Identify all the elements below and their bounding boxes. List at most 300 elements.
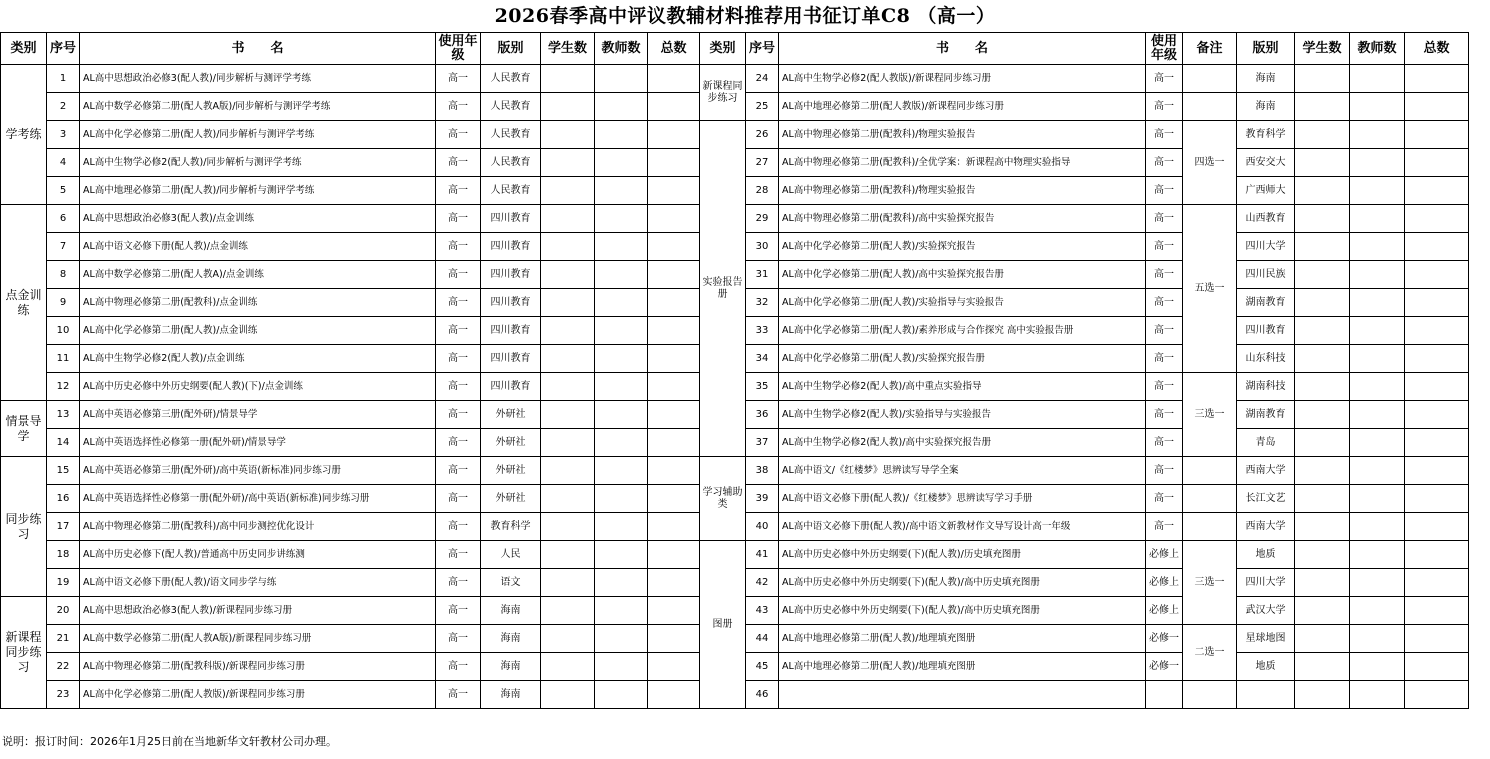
- left-teachers-input[interactable]: [595, 625, 648, 653]
- left-students-input[interactable]: [541, 457, 595, 485]
- page-title: 2026春季高中评议教辅材料推荐用书征订单C8 （高一）: [494, 5, 996, 27]
- right-teachers-input[interactable]: [1350, 289, 1405, 317]
- left-teachers-input[interactable]: [595, 569, 648, 597]
- right-total-input[interactable]: [1405, 373, 1469, 401]
- left-edition-cell: 人民教育: [481, 149, 541, 177]
- right-teachers-input[interactable]: [1350, 373, 1405, 401]
- right-grade-cell: 必修上: [1146, 541, 1183, 569]
- right-grade-cell: 高一: [1146, 261, 1183, 289]
- left-teachers-input[interactable]: [595, 597, 648, 625]
- table-row: [1, 121, 1469, 149]
- left-teachers-input[interactable]: [595, 233, 648, 261]
- left-edition-cell: 语文: [481, 569, 541, 597]
- left-seq-cell: 13: [47, 401, 80, 429]
- right-seq-cell: 45: [746, 653, 779, 681]
- left-grade-cell: 高一: [436, 653, 481, 681]
- left-total-input[interactable]: [648, 233, 700, 261]
- header-seq: 序号: [47, 33, 80, 65]
- left-total-input[interactable]: [648, 485, 700, 513]
- header-total-right: 总数: [1405, 33, 1469, 65]
- right-grade-cell: 高一: [1146, 457, 1183, 485]
- right-grade-cell: 高一: [1146, 205, 1183, 233]
- left-teachers-input[interactable]: [595, 317, 648, 345]
- right-students-input[interactable]: [1295, 429, 1350, 457]
- right-students-input[interactable]: [1295, 485, 1350, 513]
- right-seq-cell: 46: [746, 681, 779, 709]
- right-grade-cell: 高一: [1146, 485, 1183, 513]
- left-seq-cell: 19: [47, 569, 80, 597]
- right-total-input[interactable]: [1405, 457, 1469, 485]
- header-teachers-right: 教师数: [1350, 33, 1405, 65]
- right-grade-cell: 必修上: [1146, 569, 1183, 597]
- left-students-input[interactable]: [541, 625, 595, 653]
- right-edition-cell: 山西教育: [1237, 205, 1295, 233]
- left-grade-cell: 高一: [436, 429, 481, 457]
- right-book-cell: AL高中化学必修第二册(配人教)/实验指导与实验报告: [779, 289, 1146, 317]
- right-book-cell: AL高中地理必修第二册(配人教版)/新课程同步练习册: [779, 93, 1146, 121]
- table-row: [1, 65, 1469, 93]
- left-teachers-input[interactable]: [595, 513, 648, 541]
- left-total-input[interactable]: [648, 429, 700, 457]
- left-seq-cell: 5: [47, 177, 80, 205]
- right-seq-cell: 25: [746, 93, 779, 121]
- right-teachers-input[interactable]: [1350, 65, 1405, 93]
- left-teachers-input[interactable]: [595, 541, 648, 569]
- left-seq-cell: 23: [47, 681, 80, 709]
- right-teachers-input[interactable]: [1350, 93, 1405, 121]
- left-total-input[interactable]: [648, 401, 700, 429]
- right-grade-cell: 高一: [1146, 401, 1183, 429]
- right-total-input[interactable]: [1405, 653, 1469, 681]
- left-total-input[interactable]: [648, 625, 700, 653]
- right-seq-cell: 41: [746, 541, 779, 569]
- right-teachers-input[interactable]: [1350, 485, 1405, 513]
- right-students-input[interactable]: [1295, 93, 1350, 121]
- left-grade-cell: 高一: [436, 261, 481, 289]
- right-seq-cell: 34: [746, 345, 779, 373]
- left-edition-cell: 四川教育: [481, 289, 541, 317]
- right-note-cell: [1183, 457, 1237, 485]
- left-book-cell: AL高中英语必修第三册(配外研)/高中英语(新标准)同步练习册: [80, 457, 436, 485]
- right-teachers-input[interactable]: [1350, 569, 1405, 597]
- left-grade-cell: 高一: [436, 401, 481, 429]
- right-grade-cell: 高一: [1146, 317, 1183, 345]
- left-edition-cell: 教育科学: [481, 513, 541, 541]
- left-teachers-input[interactable]: [595, 289, 648, 317]
- left-seq-cell: 12: [47, 373, 80, 401]
- right-edition-cell: 青岛: [1237, 429, 1295, 457]
- left-edition-cell: 外研社: [481, 429, 541, 457]
- left-seq-cell: 16: [47, 485, 80, 513]
- left-students-input[interactable]: [541, 653, 595, 681]
- right-students-input[interactable]: [1295, 401, 1350, 429]
- right-edition-cell: 山东科技: [1237, 345, 1295, 373]
- table-row: [1, 541, 1469, 569]
- right-seq-cell: 35: [746, 373, 779, 401]
- right-total-input[interactable]: [1405, 177, 1469, 205]
- right-seq-cell: 31: [746, 261, 779, 289]
- right-students-input[interactable]: [1295, 653, 1350, 681]
- left-seq-cell: 14: [47, 429, 80, 457]
- left-grade-cell: 高一: [436, 457, 481, 485]
- left-teachers-input[interactable]: [595, 429, 648, 457]
- left-students-input[interactable]: [541, 177, 595, 205]
- right-total-input[interactable]: [1405, 401, 1469, 429]
- left-teachers-input[interactable]: [595, 485, 648, 513]
- left-book-cell: AL高中英语必修第三册(配外研)/情景导学: [80, 401, 436, 429]
- right-students-input[interactable]: [1295, 513, 1350, 541]
- right-students-input[interactable]: [1295, 317, 1350, 345]
- header-book-right: 书 名: [779, 33, 1146, 65]
- right-teachers-input[interactable]: [1350, 653, 1405, 681]
- left-edition-cell: 人民教育: [481, 93, 541, 121]
- left-teachers-input[interactable]: [595, 261, 648, 289]
- left-students-input[interactable]: [541, 93, 595, 121]
- left-edition-cell: 外研社: [481, 401, 541, 429]
- right-note-cell: [1183, 65, 1237, 93]
- left-students-input[interactable]: [541, 569, 595, 597]
- right-total-input[interactable]: [1405, 513, 1469, 541]
- order-table: [0, 32, 1469, 709]
- left-teachers-input[interactable]: [595, 65, 648, 93]
- left-students-input[interactable]: [541, 681, 595, 709]
- right-edition-cell: 地质: [1237, 541, 1295, 569]
- left-seq-cell: 1: [47, 65, 80, 93]
- left-seq-cell: 17: [47, 513, 80, 541]
- right-total-input[interactable]: [1405, 121, 1469, 149]
- left-book-cell: AL高中生物学必修2(配人教)/同步解析与测评学考练: [80, 149, 436, 177]
- right-category-cell: 学习辅助类: [700, 457, 746, 541]
- right-total-input[interactable]: [1405, 485, 1469, 513]
- right-book-cell: AL高中地理必修第二册(配人教)/地理填充图册: [779, 653, 1146, 681]
- right-students-input[interactable]: [1295, 149, 1350, 177]
- right-edition-cell: 四川大学: [1237, 569, 1295, 597]
- left-seq-cell: 20: [47, 597, 80, 625]
- right-edition-cell: 湖南科技: [1237, 373, 1295, 401]
- right-teachers-input[interactable]: [1350, 205, 1405, 233]
- left-book-cell: AL高中语文必修下册(配人教)/语文同步学与练: [80, 569, 436, 597]
- right-students-input[interactable]: [1295, 345, 1350, 373]
- left-total-input[interactable]: [648, 93, 700, 121]
- right-book-cell: AL高中化学必修第二册(配人教)/高中实验探究报告册: [779, 261, 1146, 289]
- left-total-input[interactable]: [648, 149, 700, 177]
- header-note-right: 备注: [1183, 33, 1237, 65]
- left-students-input[interactable]: [541, 121, 595, 149]
- left-total-input[interactable]: [648, 513, 700, 541]
- right-book-cell: AL高中生物学必修2(配人教)/高中实验探究报告册: [779, 429, 1146, 457]
- left-students-input[interactable]: [541, 401, 595, 429]
- left-teachers-input[interactable]: [595, 345, 648, 373]
- left-book-cell: AL高中英语选择性必修第一册(配外研)/情景导学: [80, 429, 436, 457]
- right-grade-cell: 必修上: [1146, 597, 1183, 625]
- right-students-input[interactable]: [1295, 289, 1350, 317]
- left-book-cell: AL高中生物学必修2(配人教)/点金训练: [80, 345, 436, 373]
- left-students-input[interactable]: [541, 373, 595, 401]
- right-grade-cell: 高一: [1146, 345, 1183, 373]
- right-total-input[interactable]: [1405, 345, 1469, 373]
- left-students-input[interactable]: [541, 65, 595, 93]
- left-book-cell: AL高中历史必修下(配人教)/普通高中历史同步讲练测: [80, 541, 436, 569]
- right-students-input[interactable]: [1295, 625, 1350, 653]
- left-total-input[interactable]: [648, 65, 700, 93]
- right-teachers-input[interactable]: [1350, 597, 1405, 625]
- left-grade-cell: 高一: [436, 65, 481, 93]
- right-edition-cell: 地质: [1237, 653, 1295, 681]
- left-seq-cell: 3: [47, 121, 80, 149]
- left-book-cell: AL高中英语选择性必修第一册(配外研)/高中英语(新标准)同步练习册: [80, 485, 436, 513]
- header-category-right: 类别: [700, 33, 746, 65]
- left-total-input[interactable]: [648, 373, 700, 401]
- right-book-cell: AL高中生物学必修2(配人教)/高中重点实验指导: [779, 373, 1146, 401]
- right-total-input[interactable]: [1405, 261, 1469, 289]
- right-grade-cell: 高一: [1146, 65, 1183, 93]
- left-teachers-input[interactable]: [595, 93, 648, 121]
- left-edition-cell: 四川教育: [481, 317, 541, 345]
- right-teachers-input[interactable]: [1350, 541, 1405, 569]
- left-book-cell: AL高中物理必修第二册(配教科)/高中同步测控优化设计: [80, 513, 436, 541]
- right-seq-cell: 28: [746, 177, 779, 205]
- left-book-cell: AL高中物理必修第二册(配教科)/点金训练: [80, 289, 436, 317]
- left-book-cell: AL高中化学必修第二册(配人教)/点金训练: [80, 317, 436, 345]
- right-grade-cell: 必修一: [1146, 625, 1183, 653]
- left-edition-cell: 四川教育: [481, 345, 541, 373]
- left-seq-cell: 6: [47, 205, 80, 233]
- right-students-input[interactable]: [1295, 541, 1350, 569]
- right-total-input[interactable]: [1405, 681, 1469, 709]
- left-total-input[interactable]: [648, 261, 700, 289]
- right-teachers-input[interactable]: [1350, 121, 1405, 149]
- left-book-cell: AL高中语文必修下册(配人教)/点金训练: [80, 233, 436, 261]
- left-seq-cell: 18: [47, 541, 80, 569]
- left-teachers-input[interactable]: [595, 373, 648, 401]
- right-book-cell: AL高中语文必修下册(配人教)/《红楼梦》思辨读写学习手册: [779, 485, 1146, 513]
- right-total-input[interactable]: [1405, 65, 1469, 93]
- left-students-input[interactable]: [541, 541, 595, 569]
- right-edition-cell: 长江文艺: [1237, 485, 1295, 513]
- left-total-input[interactable]: [648, 541, 700, 569]
- left-category-cell: 情景导学: [1, 401, 47, 457]
- right-book-cell: AL高中物理必修第二册(配教科)/物理实验报告: [779, 177, 1146, 205]
- right-total-input[interactable]: [1405, 429, 1469, 457]
- right-teachers-input[interactable]: [1350, 681, 1405, 709]
- left-total-input[interactable]: [648, 205, 700, 233]
- left-category-cell: 同步练习: [1, 457, 47, 597]
- right-students-input[interactable]: [1295, 681, 1350, 709]
- left-edition-cell: 海南: [481, 625, 541, 653]
- right-seq-cell: 30: [746, 233, 779, 261]
- left-students-input[interactable]: [541, 205, 595, 233]
- right-category-cell: 新课程同步练习: [700, 65, 746, 121]
- left-edition-cell: 四川教育: [481, 233, 541, 261]
- right-students-input[interactable]: [1295, 569, 1350, 597]
- right-total-input[interactable]: [1405, 541, 1469, 569]
- right-edition-cell: 四川教育: [1237, 317, 1295, 345]
- right-note-cell: 三选一: [1183, 373, 1237, 457]
- right-book-cell: AL高中物理必修第二册(配教科)/全优学案：新课程高中物理实验指导: [779, 149, 1146, 177]
- left-book-cell: AL高中思想政治必修3(配人教)/同步解析与测评学考练: [80, 65, 436, 93]
- left-edition-cell: 外研社: [481, 485, 541, 513]
- left-students-input[interactable]: [541, 261, 595, 289]
- right-grade-cell: 必修一: [1146, 653, 1183, 681]
- left-grade-cell: 高一: [436, 205, 481, 233]
- left-seq-cell: 22: [47, 653, 80, 681]
- left-seq-cell: 11: [47, 345, 80, 373]
- left-edition-cell: 海南: [481, 653, 541, 681]
- right-students-input[interactable]: [1295, 233, 1350, 261]
- left-book-cell: AL高中数学必修第二册(配人教A)/点金训练: [80, 261, 436, 289]
- left-teachers-input[interactable]: [595, 653, 648, 681]
- right-seq-cell: 29: [746, 205, 779, 233]
- left-students-input[interactable]: [541, 149, 595, 177]
- right-teachers-input[interactable]: [1350, 149, 1405, 177]
- left-total-input[interactable]: [648, 317, 700, 345]
- header-row: [1, 33, 1469, 65]
- right-teachers-input[interactable]: [1350, 513, 1405, 541]
- right-total-input[interactable]: [1405, 149, 1469, 177]
- left-total-input[interactable]: [648, 345, 700, 373]
- right-note-cell: 三选一: [1183, 541, 1237, 625]
- left-teachers-input[interactable]: [595, 457, 648, 485]
- left-book-cell: AL高中化学必修第二册(配人教)/同步解析与测评学考练: [80, 121, 436, 149]
- right-edition-cell: 广西师大: [1237, 177, 1295, 205]
- right-book-cell: AL高中历史必修中外历史纲要(下)(配人教)/高中历史填充图册: [779, 597, 1146, 625]
- right-book-cell: AL高中物理必修第二册(配教科)/高中实验探究报告: [779, 205, 1146, 233]
- header-grade: 使用年级: [436, 33, 481, 65]
- left-book-cell: AL高中思想政治必修3(配人教)/点金训练: [80, 205, 436, 233]
- right-note-cell: [1183, 681, 1237, 709]
- right-teachers-input[interactable]: [1350, 457, 1405, 485]
- right-teachers-input[interactable]: [1350, 233, 1405, 261]
- left-seq-cell: 10: [47, 317, 80, 345]
- left-grade-cell: 高一: [436, 625, 481, 653]
- right-teachers-input[interactable]: [1350, 345, 1405, 373]
- right-teachers-input[interactable]: [1350, 261, 1405, 289]
- left-grade-cell: 高一: [436, 513, 481, 541]
- left-teachers-input[interactable]: [595, 681, 648, 709]
- left-total-input[interactable]: [648, 177, 700, 205]
- right-total-input[interactable]: [1405, 233, 1469, 261]
- header-edition: 版别: [481, 33, 541, 65]
- right-seq-cell: 36: [746, 401, 779, 429]
- right-book-cell: [779, 681, 1146, 709]
- right-grade-cell: 高一: [1146, 177, 1183, 205]
- left-teachers-input[interactable]: [595, 149, 648, 177]
- left-students-input[interactable]: [541, 485, 595, 513]
- right-teachers-input[interactable]: [1350, 401, 1405, 429]
- right-teachers-input[interactable]: [1350, 177, 1405, 205]
- right-seq-cell: 44: [746, 625, 779, 653]
- left-category-cell: 新课程同步练习: [1, 597, 47, 709]
- left-students-input[interactable]: [541, 429, 595, 457]
- right-students-input[interactable]: [1295, 597, 1350, 625]
- left-grade-cell: 高一: [436, 597, 481, 625]
- header-edition-right: 版别: [1237, 33, 1295, 65]
- right-seq-cell: 24: [746, 65, 779, 93]
- left-students-input[interactable]: [541, 513, 595, 541]
- left-total-input[interactable]: [648, 457, 700, 485]
- right-book-cell: AL高中语文/《红楼梦》思辨读写导学全案: [779, 457, 1146, 485]
- right-seq-cell: 33: [746, 317, 779, 345]
- left-total-input[interactable]: [648, 289, 700, 317]
- left-total-input[interactable]: [648, 681, 700, 709]
- left-grade-cell: 高一: [436, 541, 481, 569]
- right-seq-cell: 38: [746, 457, 779, 485]
- left-total-input[interactable]: [648, 569, 700, 597]
- left-students-input[interactable]: [541, 597, 595, 625]
- right-note-cell: 二选一: [1183, 625, 1237, 681]
- left-edition-cell: 人民教育: [481, 121, 541, 149]
- right-grade-cell: 高一: [1146, 121, 1183, 149]
- left-students-input[interactable]: [541, 233, 595, 261]
- right-total-input[interactable]: [1405, 93, 1469, 121]
- right-note-cell: 五选一: [1183, 205, 1237, 373]
- header-book: 书 名: [80, 33, 436, 65]
- left-edition-cell: 海南: [481, 597, 541, 625]
- table-row: [1, 457, 1469, 485]
- left-teachers-input[interactable]: [595, 121, 648, 149]
- right-seq-cell: 43: [746, 597, 779, 625]
- left-teachers-input[interactable]: [595, 401, 648, 429]
- right-total-input[interactable]: [1405, 625, 1469, 653]
- right-total-input[interactable]: [1405, 289, 1469, 317]
- right-teachers-input[interactable]: [1350, 625, 1405, 653]
- left-grade-cell: 高一: [436, 233, 481, 261]
- right-total-input[interactable]: [1405, 597, 1469, 625]
- right-category-cell: 实验报告册: [700, 121, 746, 457]
- left-grade-cell: 高一: [436, 345, 481, 373]
- left-grade-cell: 高一: [436, 177, 481, 205]
- right-category-cell: 图册: [700, 541, 746, 709]
- left-teachers-input[interactable]: [595, 205, 648, 233]
- left-students-input[interactable]: [541, 317, 595, 345]
- left-teachers-input[interactable]: [595, 177, 648, 205]
- left-book-cell: AL高中数学必修第二册(配人教A版)/新课程同步练习册: [80, 625, 436, 653]
- right-students-input[interactable]: [1295, 121, 1350, 149]
- left-grade-cell: 高一: [436, 317, 481, 345]
- right-students-input[interactable]: [1295, 457, 1350, 485]
- right-grade-cell: 高一: [1146, 149, 1183, 177]
- left-students-input[interactable]: [541, 289, 595, 317]
- left-grade-cell: 高一: [436, 485, 481, 513]
- right-teachers-input[interactable]: [1350, 317, 1405, 345]
- left-total-input[interactable]: [648, 121, 700, 149]
- right-edition-cell: 海南: [1237, 93, 1295, 121]
- left-grade-cell: 高一: [436, 569, 481, 597]
- right-total-input[interactable]: [1405, 317, 1469, 345]
- left-edition-cell: 人民: [481, 541, 541, 569]
- right-students-input[interactable]: [1295, 205, 1350, 233]
- right-seq-cell: 26: [746, 121, 779, 149]
- footer-note: 说明：报订时间：2026年1月25日前在当地新华文轩教材公司办理。: [2, 735, 337, 748]
- right-students-input[interactable]: [1295, 261, 1350, 289]
- left-seq-cell: 21: [47, 625, 80, 653]
- right-total-input[interactable]: [1405, 569, 1469, 597]
- left-category-cell: 学考练: [1, 65, 47, 205]
- right-students-input[interactable]: [1295, 177, 1350, 205]
- right-book-cell: AL高中化学必修第二册(配人教)/实验探究报告: [779, 233, 1146, 261]
- right-teachers-input[interactable]: [1350, 429, 1405, 457]
- left-total-input[interactable]: [648, 597, 700, 625]
- right-seq-cell: 37: [746, 429, 779, 457]
- left-students-input[interactable]: [541, 345, 595, 373]
- right-edition-cell: 四川民族: [1237, 261, 1295, 289]
- left-grade-cell: 高一: [436, 681, 481, 709]
- right-students-input[interactable]: [1295, 373, 1350, 401]
- right-total-input[interactable]: [1405, 205, 1469, 233]
- right-students-input[interactable]: [1295, 65, 1350, 93]
- right-book-cell: AL高中地理必修第二册(配人教)/地理填充图册: [779, 625, 1146, 653]
- left-total-input[interactable]: [648, 653, 700, 681]
